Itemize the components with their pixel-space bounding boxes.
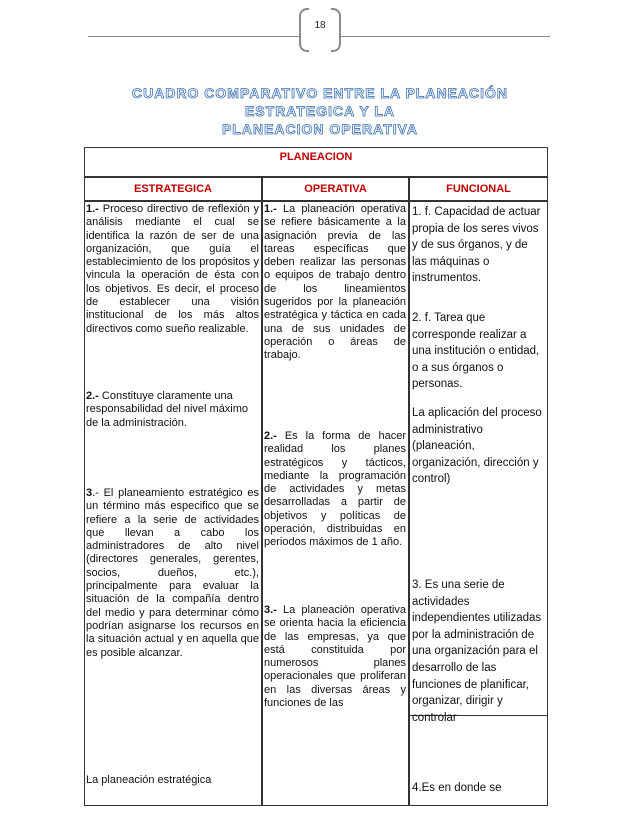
column-header-operativa: OPERATIVA: [262, 177, 409, 201]
estrategica-paragraph-1: 1.- Proceso directivo de reflexión y análisis mediante el cual se identifica la razón de ser de una organización, que guía el establecimiento de los propósitos y vincula la operación de ésta con los objetivos. Es decir, el proceso de establecer una visión institucional de los más altos directivos como sueño realizable.: [86, 203, 259, 335]
funcional-paragraph-5: 4.Es en donde se: [412, 782, 502, 794]
funcional-paragraph-1: 1. f. Capacidad de actuar propia de los seres vivos y de sus órganos, y de las máquinas o instrumentos.: [412, 206, 541, 285]
table-header-title: PLANEACION: [279, 151, 353, 163]
header-rule-right: [340, 36, 550, 37]
operativa-paragraph-1: 1.- La planeación operativa se refiere básicamente a la asignación previa de las tareas específicas que deben realizar las personas o equipos de trabajo dentro de los lineamientos sugeridos por la planeación estratégica y táctica en cada una de sus unidades de operación o áreas de trabajo.: [264, 203, 406, 362]
estrategica-paragraph-4: La planeación estratégica: [86, 774, 212, 786]
funcional-paragraph-4: 3. Es una serie de actividades independientes utilizadas por la administración de una organización para el desarrollo de las funciones de planificar, organizar, dirigir y controlar: [412, 579, 542, 724]
operativa-cell: [262, 201, 409, 806]
document-title: [90, 84, 550, 138]
funcional-cell: [409, 201, 548, 806]
estrategica-cell: [84, 201, 262, 806]
operativa-paragraph-2: 2.- Es la forma de hacer realidad los planes estratégicos y tácticos, mediante la programación de actividades y metas desarrolladas a partir de objetivos y políticas de operación, distribuidas en periodos máximos de 1 año.: [264, 430, 406, 549]
funcional-paragraph-2: 2. f. Tarea que corresponde realizar a una institución o entidad, o a sus órganos o personas.: [412, 312, 540, 391]
estrategica-paragraph-2: 2.- Constituye claramente una responsabilidad del nivel máximo de la administración.: [86, 390, 249, 429]
title-line-2: PLANEACION OPERATIVA: [221, 121, 419, 137]
title-line-1: CUADRO COMPARATIVO ENTRE LA PLANEACIÓN ESTRATEGICA Y LA: [131, 85, 509, 119]
estrategica-paragraph-3: 3.- El planeamiento estratégico es un término más especifico que se refiere a la serie de actividades que llevan a cabo los administradores de alto nivel (directores generales, gerentes, socios, dueños, etc.), principalmente para evaluar la situación de la compañía dentro del medio y para determinar cómo podrían asignarse los recursos en la situación actual y en aquella que es posible alcanzar.: [86, 487, 259, 659]
page-number: 18: [314, 20, 326, 31]
column-header-funcional: FUNCIONAL: [409, 177, 548, 201]
operativa-paragraph-3: 3.- La planeación operativa se orienta hacia la eficiencia de las empresas, ya que está constituida por numerosos planes operacionales que proliferan en las diversas áreas y funciones de las: [264, 604, 406, 710]
column-header-estrategica: ESTRATEGICA: [84, 177, 262, 201]
header-rule-left: [88, 36, 300, 37]
table-header-row: [84, 147, 548, 177]
funcional-paragraph-3: La aplicación del proceso administrativo (planeación, organización, dirección y control): [412, 407, 542, 486]
